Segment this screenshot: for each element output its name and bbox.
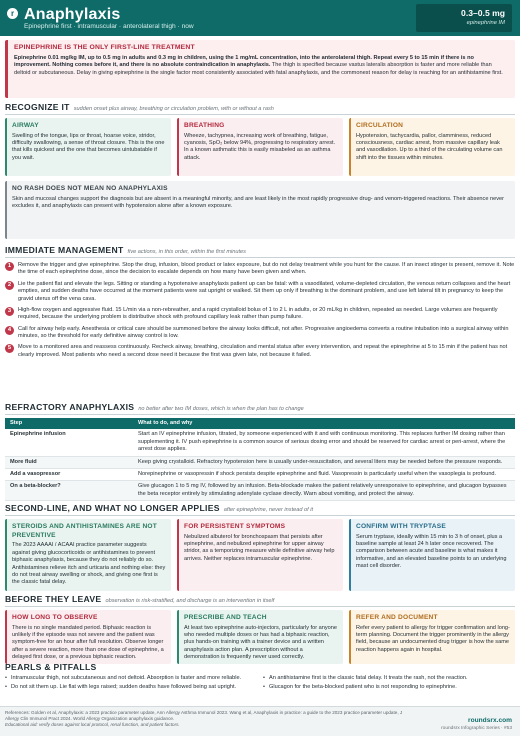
what-cell: Keep giving crystalloid. Refractory hypotension here is usually under-resuscitation, and several liters may be needed before the pressure responds. bbox=[133, 456, 515, 468]
card-body: Nebulized albuterol for bronchospasm that persists after epinephrine, and nebulized epinephrine for upper airway stridor, as a temporizing measure while definitive airway help arrives. Neither replaces intramuscular epinephrine. bbox=[184, 533, 335, 562]
pearls-column-left bbox=[5, 675, 253, 694]
card-body: Refer every patient to allergy for trigger confirmation and long-term planning. Document the trigger prominently in the allergy field, because an undocumented drug trigger is how the same reaction happens again in hospital. bbox=[356, 624, 510, 653]
step-item bbox=[5, 326, 515, 341]
first-line-body bbox=[14, 55, 509, 77]
what-cell: Norepinephrine or vasopressin if shock persists despite epinephrine and fluid. Vasopressin is particularly useful when the vasoplegia is profound. bbox=[133, 468, 515, 480]
card-steroids-antihistamines bbox=[5, 519, 171, 591]
dose-unit: epinephrine IM bbox=[466, 20, 505, 27]
pearl-item: • An antihistamine first is the classic fatal delay. It treats the rash, not the reaction. bbox=[263, 675, 511, 682]
step-cell: More fluid bbox=[5, 456, 133, 468]
card-title: BREATHING bbox=[184, 122, 225, 129]
pearl-item: • Intramuscular thigh, not subcutaneous and not deltoid. Absorption is faster and more reliable. bbox=[5, 675, 253, 682]
table-row bbox=[5, 429, 515, 456]
section-pearls bbox=[5, 662, 97, 673]
section-recognize bbox=[5, 102, 274, 113]
step-item bbox=[5, 281, 515, 303]
what-cell: Start an IV epinephrine infusion, titrated, by someone experienced with it and with continuous monitoring. This replaces further IM dosing rather than supplementing it. IV push epinephrine is a common source of serious dosing error and should be reserved for cardiac arrest or peri-arrest, where the arrest dose applies. bbox=[133, 429, 515, 456]
step-cell: Add a vasopressor bbox=[5, 468, 133, 480]
step-number: 5 bbox=[5, 344, 14, 353]
card-body: Hypotension, tachycardia, pallor, clamminess, reduced consciousness, cardiac arrest, from massive capillary leak and vasodilation. Up to a third of the circulating volume can shift into the tissues within minutes. bbox=[356, 132, 503, 161]
page-subtitle: Epinephrine first · intramuscular · anterolateral thigh · now bbox=[24, 23, 194, 30]
card-title: PRESCRIBE AND TEACH bbox=[184, 614, 267, 621]
no-rash-callout bbox=[5, 181, 515, 239]
step-number: 3 bbox=[5, 307, 14, 316]
card-prescribe-teach bbox=[177, 610, 343, 664]
step-cell: Epinephrine infusion bbox=[5, 429, 133, 456]
what-cell: Give glucagon 1 to 5 mg IV, followed by an infusion. Beta-blockade makes the patient relatively unresponsive to epinephrine, and glucagon bypasses the beta receptor entirely by stimulating adenylate cyclase directly. Warn about vomiting, and protect the airway. bbox=[133, 481, 515, 501]
section-title: PEARLS & PITFALLS bbox=[5, 662, 97, 672]
section-title: IMMEDIATE MANAGEMENT bbox=[5, 245, 124, 255]
footer bbox=[0, 706, 520, 736]
card-body: Wheeze, tachypnea, increasing work of breathing, fatigue, cyanosis, SpO₂ below 94%, progressing to respiratory arrest. In a known asthmatic this is easily misabeled as an asthma attack. bbox=[184, 132, 336, 161]
management-steps bbox=[5, 262, 515, 363]
page-title: Anaphylaxis bbox=[24, 6, 121, 23]
step-text: Lie the patient flat and elevate the legs. Sitting or standing a hypotensive anaphylaxis patient up can be fatal: with a vasodilated, volume-depleted circulation, the venous return collapses and the heart empties, and sudden deaths have occurred at the moment patients were sat upright or walked. Sit them up only if breathing is the dominant problem, and use left lateral tilt in pregnancy to keep the gravid uterus off the vena cava. bbox=[18, 280, 511, 302]
dose-value: 0.3–0.5 mg bbox=[461, 8, 505, 18]
table-row bbox=[5, 481, 515, 501]
table-header-row bbox=[5, 418, 515, 429]
card-refer-document bbox=[349, 610, 515, 664]
step-number: 2 bbox=[5, 281, 14, 290]
section-title: SECOND-LINE, AND WHAT NO LONGER APPLIES bbox=[5, 503, 220, 513]
card-airway bbox=[5, 118, 171, 176]
card-body: There is no single mandated period. Biphasic reaction is unlikely if the episode was not severe and the patient was symptom-free for an hour after full resolution. Observe longer after a severe reaction, more than one dose of epinephrine, a delayed first dose, or a previous biphasic reaction. bbox=[12, 624, 164, 661]
brand-logo: r bbox=[7, 8, 18, 19]
first-line-dose-text: Epinephrine 0.01 mg/kg IM, up to 0.5 mg in adults and 0.3 mg in children, using the 1 mg/mL concentration, into the anterolateral thigh. Repeat every 5 to 15 min if there is no improvement. Nothing comes before it, and there is no absolute contraindication in anaphylaxis. bbox=[14, 54, 474, 69]
first-line-title: EPINEPHRINE IS THE ONLY FIRST-LINE TREATMENT bbox=[14, 44, 195, 51]
disclaimer: Educational aid: verify doses against local protocol, renal function, and patient factors. bbox=[5, 722, 180, 728]
card-tryptase bbox=[349, 519, 515, 591]
step-item bbox=[5, 262, 515, 277]
card-circulation bbox=[349, 118, 515, 176]
section-before-leave bbox=[5, 594, 274, 605]
references: References: Golden et al, Anaphylaxis: a 2023 practice parameter update, Ann Allergy Asthma Immunol 2023. Wang et al, Anaphylaxis in practice: a guide to the 2023 practice parameter update, J Allergy Clin Immunol Pract 2024. World Allergy Organization anaphylaxis guidance. bbox=[5, 710, 403, 722]
card-breathing bbox=[177, 118, 343, 176]
section-subtitle: sudden onset plus airway, breathing or circulation problem, with or without a rash bbox=[73, 106, 274, 112]
column-header-what: What to do, and why bbox=[133, 418, 515, 429]
divider bbox=[5, 257, 515, 258]
callout-body: Skin and mucosal changes support the diagnosis but are absent in a meaningful minority, and are least likely in the most rapidly progressive drug- and venom-triggered reactions. Their absence never excludes it, and anaphylaxis can present with hypotension alone after a known exposure. bbox=[12, 195, 505, 210]
header-banner bbox=[0, 0, 520, 36]
step-text: Move to a monitored area and reassess continuously. Recheck airway, breathing, circulation and mental status after every intervention, and repeat the epinephrine at 5 to 15 min if the patient has not clearly improved. Most patients who need a second dose need it because the first was given late, not because it failed. bbox=[18, 344, 508, 358]
table-row bbox=[5, 468, 515, 480]
divider bbox=[5, 414, 515, 415]
brand-link[interactable]: roundsrx.com bbox=[468, 717, 512, 724]
card-title: AIRWAY bbox=[12, 122, 39, 129]
step-cell: On a beta-blocker? bbox=[5, 481, 133, 501]
card-title: HOW LONG TO OBSERVE bbox=[12, 614, 98, 621]
section-title: BEFORE THEY LEAVE bbox=[5, 594, 102, 604]
section-subtitle: observation is risk-stratified, and discharge is an intervention in itself bbox=[105, 598, 275, 604]
card-title: FOR PERSISTENT SYMPTOMS bbox=[184, 523, 286, 530]
pearl-item: • Do not sit them up. Lie flat with legs raised; sudden deaths have followed being sat upright. bbox=[5, 684, 253, 691]
card-title: STEROIDS AND ANTIHISTAMINES ARE NOT PREVENTIVE bbox=[12, 523, 157, 539]
section-title: REFRACTORY ANAPHYLAXIS bbox=[5, 402, 135, 412]
card-observe bbox=[5, 610, 171, 664]
section-immediate bbox=[5, 245, 246, 256]
table-row bbox=[5, 456, 515, 468]
step-number: 1 bbox=[5, 262, 14, 271]
card-body: The 2023 AAAAI / ACAAI practice parameter suggests against giving glucocorticoids or antihistamines to prevent biphasic anaphylaxis, because they do not reliably do so. Antihistamines relieve itch and urticaria and nothing else: they do not treat airway swelling or shock, and giving one first is the classic fatal delay. bbox=[12, 542, 166, 586]
series-label: roundsrx Infographic Series · #53 bbox=[441, 726, 512, 731]
step-text: Call for airway help early. Anesthesia or critical care should be summoned before the airway looks difficult, not after. Progressive angioedema converts a routine intubation into a surgical airway within minutes, so the threshold for early definitive airway control is low. bbox=[18, 325, 509, 339]
section-subtitle: no better after two IM doses, which is when the plan has to change bbox=[138, 406, 304, 412]
section-title: RECOGNIZE IT bbox=[5, 102, 70, 112]
section-subtitle: five actions, in this order, within the first minutes bbox=[127, 249, 246, 255]
card-body: Serum tryptase, ideally within 15 min to 3 h of onset, plus a baseline sample at least 24 h later once recovered. The comparison between acute and baseline is what makes it informative, and an elevated baseline points to an underlying mast cell disorder. bbox=[356, 533, 507, 570]
section-subtitle: after epinephrine, never instead of it bbox=[223, 507, 314, 513]
card-title: REFER AND DOCUMENT bbox=[356, 614, 438, 621]
card-title: CONFIRM WITH TRYPTASE bbox=[356, 523, 446, 530]
step-item bbox=[5, 307, 515, 322]
card-persistent-symptoms bbox=[177, 519, 343, 591]
step-number: 4 bbox=[5, 326, 14, 335]
first-line-rationale: The thigh is specified because vastus lateralis absorption is faster and more reliable than deltoid or subcutaneous. Delay in giving epinephrine is the single factor most consistently associated with fatal anaphylaxis, and the commonest reason for delay is reaching for an antihistamine first. bbox=[14, 62, 503, 76]
card-title: CIRCULATION bbox=[356, 122, 404, 129]
dose-badge bbox=[416, 4, 512, 32]
first-line-callout bbox=[5, 40, 515, 98]
step-item bbox=[5, 344, 515, 359]
callout-title: NO RASH DOES NOT MEAN NO ANAPHYLAXIS bbox=[12, 185, 168, 192]
divider bbox=[5, 114, 515, 115]
step-text: Remove the trigger and give epinephrine. Stop the drug, infusion, blood product or latex exposure, but do not delay treatment while you hunt for the cause. If an insect stinger is present, remove it. Note the time of each epinephrine dose, since the decision to escalate depends on how many have been given and when. bbox=[18, 262, 515, 276]
refractory-table bbox=[5, 418, 515, 501]
card-body: At least two epinephrine auto-injectors, particularly for anyone who needed multiple doses or has had a biphasic reaction, plus hands-on training with a trainer device and a written anaphylaxis action plan. A prescription without a demonstration is frequently never used correctly. bbox=[184, 624, 337, 661]
section-second-line bbox=[5, 503, 313, 514]
card-body: Swelling of the tongue, lips or throat, hoarse voice, stridor, difficulty swallowing, a sense of throat closure. This is the one that kills quickest and the one that becomes uintubatable if you wait. bbox=[12, 132, 165, 161]
section-refractory bbox=[5, 402, 304, 413]
divider bbox=[5, 606, 515, 607]
step-text: High-flow oxygen and aggressive fluid. 15 L/min via a non-rebreather, and a rapid crystalloid bolus of 1 to 2 L in adults, or 20 mL/kg in children, repeated as needed. Large volumes are frequently required, because the underlying problem is distributive shock with profound capillary leak rather than pump failure. bbox=[18, 306, 498, 321]
pearls-column-right bbox=[263, 675, 511, 694]
pearl-item: • Glucagon for the beta-blocked patient who is not responding to epinephrine. bbox=[263, 684, 511, 691]
divider bbox=[5, 515, 515, 516]
column-header-step: Step bbox=[5, 418, 133, 429]
